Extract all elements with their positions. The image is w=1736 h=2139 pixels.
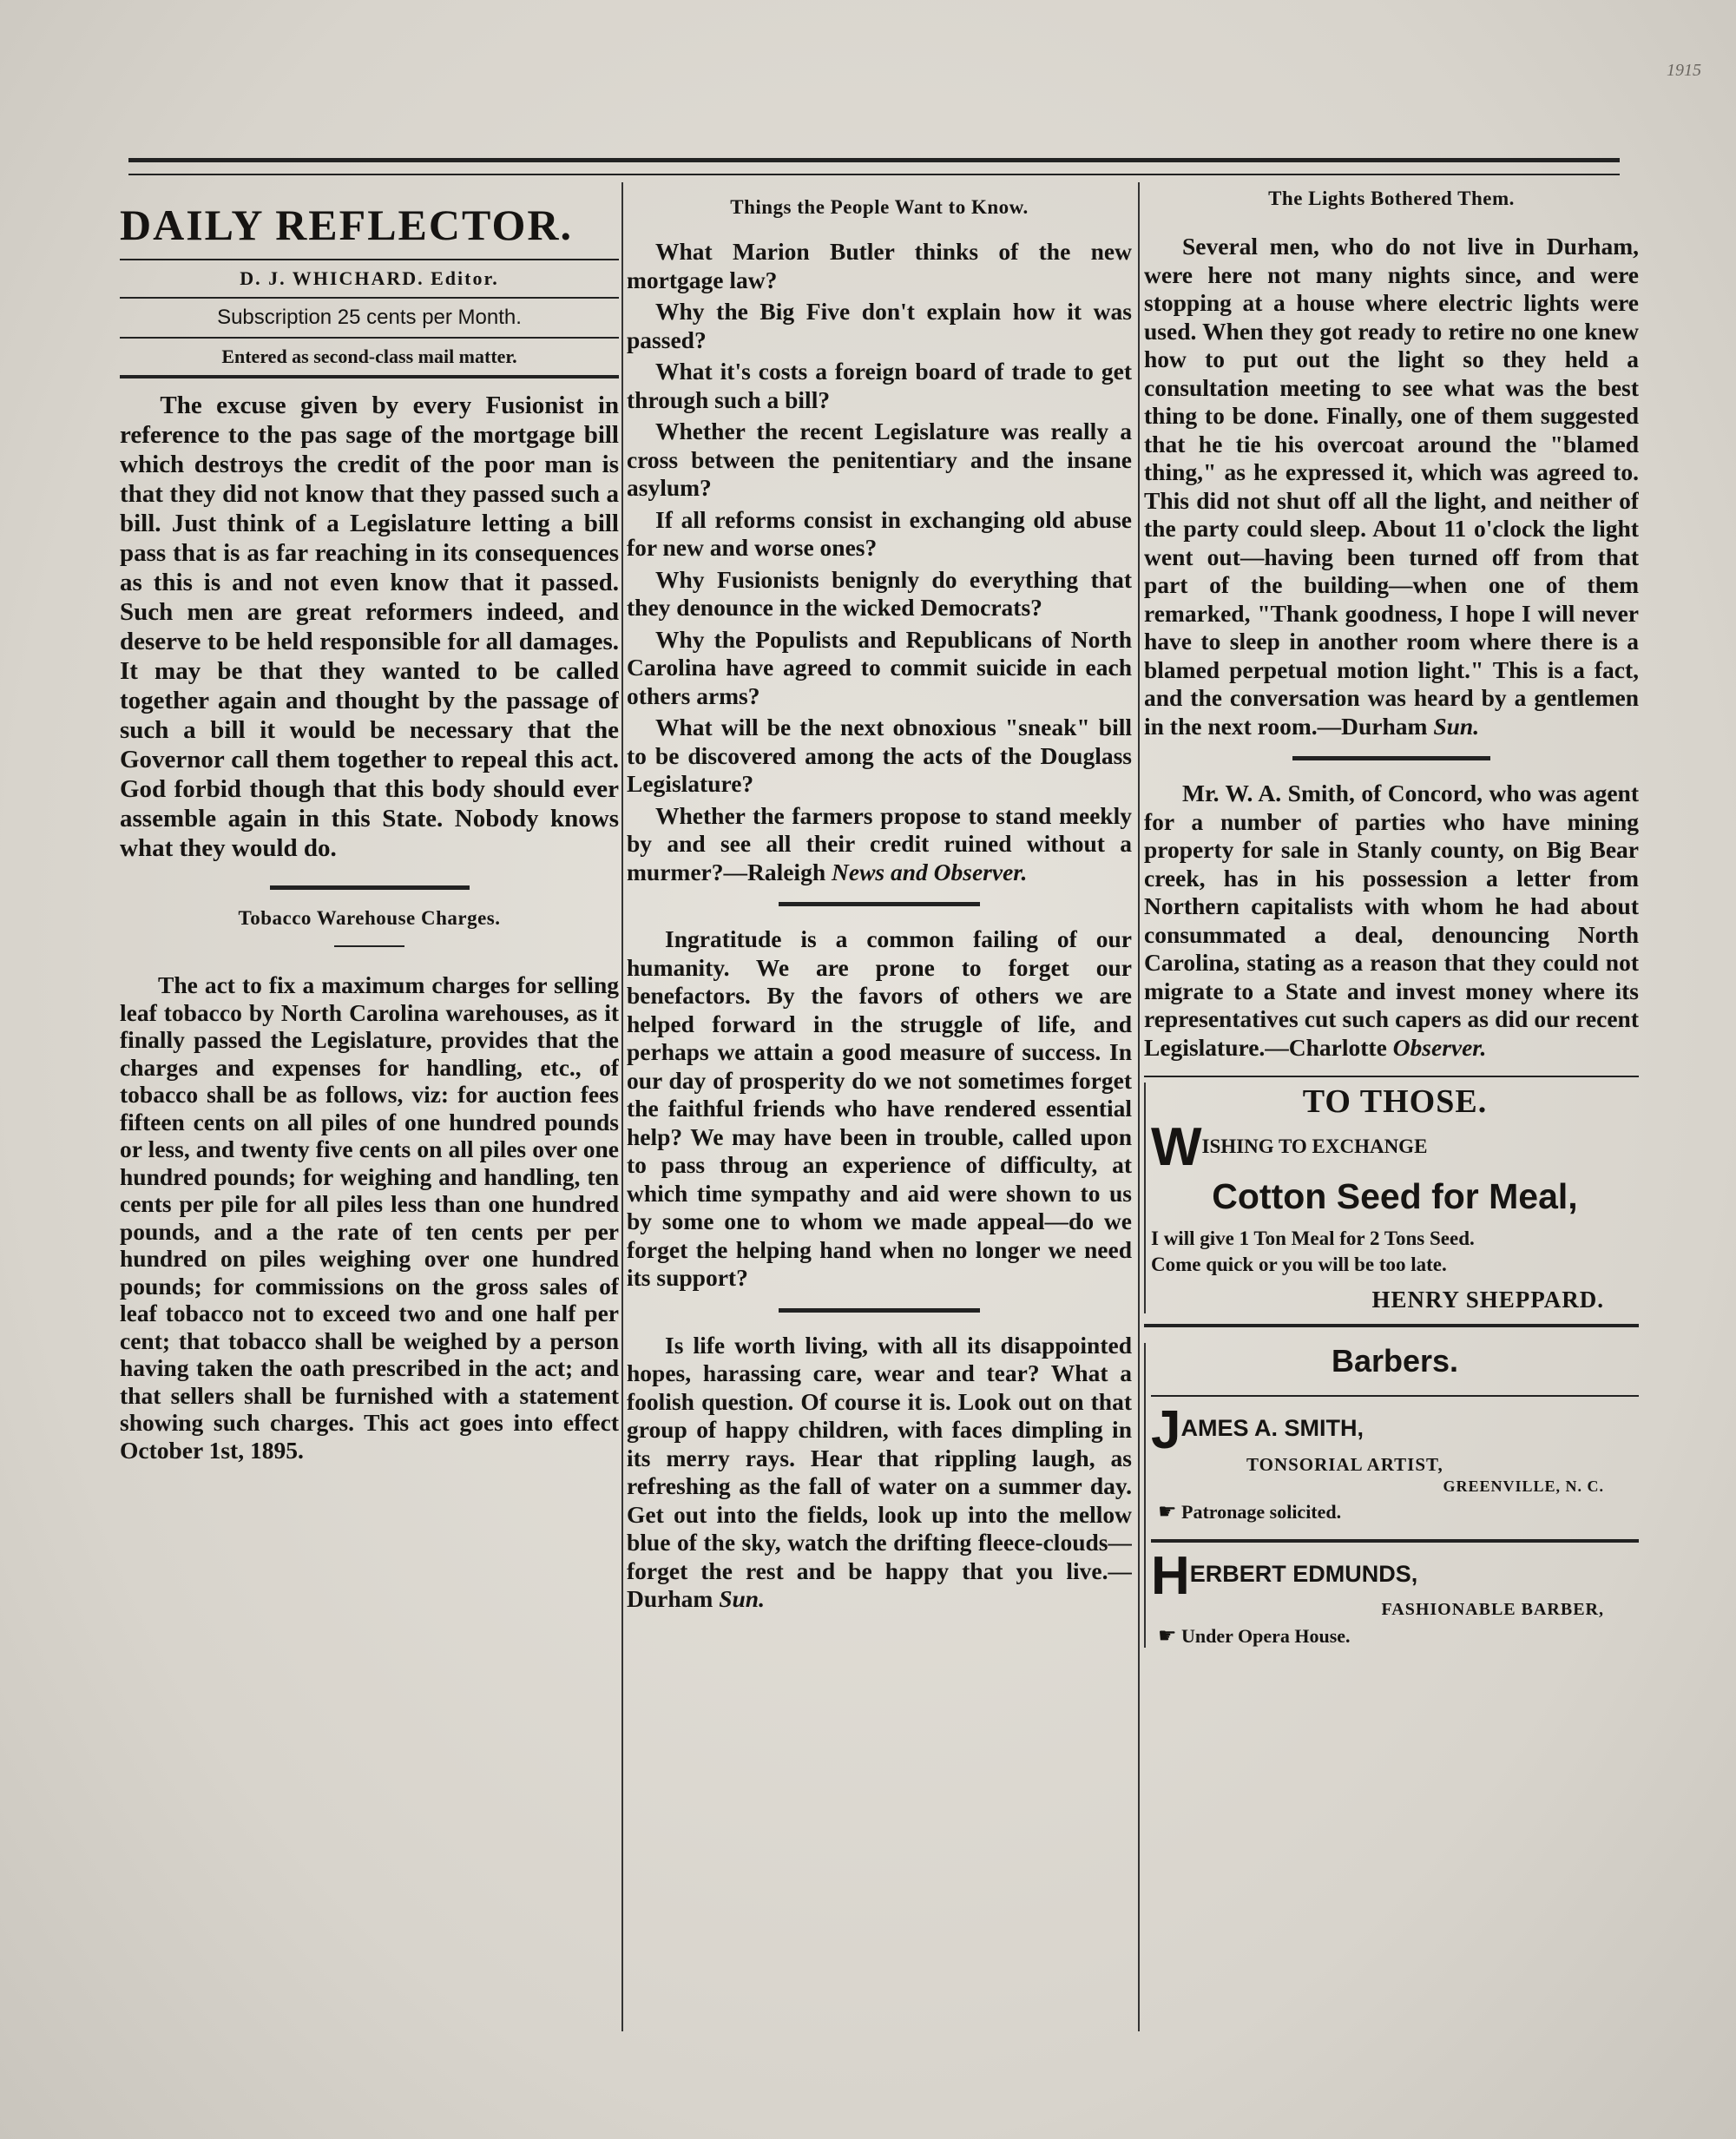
question-item: If all reforms consist in exchanging old abuse for new and worse ones? xyxy=(627,505,1132,561)
question-item: What it's costs a foreign board of trade to get through such a bill? xyxy=(627,358,1132,413)
question-item: Why Fusionists benignly do everything that they denounce in the wicked Democrats? xyxy=(627,565,1132,621)
corner-mark: 1915 xyxy=(1667,61,1701,80)
barber-edmunds xyxy=(1151,1546,1639,1648)
question-item: Why the Populists and Republicans of North Carolina have agreed to commit suicide in each others arms? xyxy=(627,625,1132,709)
column-separator-1 xyxy=(621,182,623,2031)
ingratitude-article: Ingratitude is a common failing of our humanity. We are prone to forget our benefactors. By the favors of others we are helped forward in the struggle of life, and perhaps we attain a good measure of success. In our day of prosperity do we not sometimes forget the faithful friends who have rendered essential help? We may have been in trouble, called upon to pass throug an experience of difficulty, at which time sympathy and aid were shown to us by some one to whom we made appeal—do we forget the helping hand when no longer we need its support? xyxy=(627,925,1132,1291)
ad-dropcap: W xyxy=(1151,1117,1202,1177)
barber-smith-note xyxy=(1158,1499,1639,1524)
question-item: Whether the recent Legislature was really a cross between the penitentiary and the insane asylum? xyxy=(627,418,1132,501)
column-separator-2 xyxy=(1138,182,1140,2031)
section-divider xyxy=(779,1308,981,1313)
editor-line: D. J. WHICHARD. Editor. xyxy=(240,267,499,289)
barber-smith xyxy=(1151,1400,1639,1524)
entered-line: Entered as second-class mail matter. xyxy=(221,346,517,367)
ad-line-urge: Come quick or you will be too late. xyxy=(1151,1254,1447,1275)
divider xyxy=(120,337,619,339)
barber-edmunds-name: ERBERT EDMUNDS, xyxy=(1189,1561,1418,1587)
barber-edmunds-note xyxy=(1158,1623,1639,1648)
pointing-hand-icon: ☛ xyxy=(1158,1623,1177,1648)
ad-title: TO THOSE. xyxy=(1302,1083,1488,1120)
column-1 xyxy=(120,182,619,2066)
question-item: What Marion Butler thinks of the new mortgage law? xyxy=(627,238,1132,293)
divider xyxy=(1151,1395,1639,1397)
barber-smith-place: GREENVILLE, N. C. xyxy=(1443,1478,1604,1495)
ad-line-exchange xyxy=(1151,1117,1639,1177)
divider xyxy=(120,259,619,260)
lights-text: Several men, who do not live in Durham, were here not many nights since, and were stopping at a house where electric lights were used. When they got ready to retire no one knew how to put out the light so they held a consultation meeting to see what was the best thing to be done. Finally, one of them suggested that he tie his overcoat around the "blamed thing," as he expressed it, which was agreed to. This did not shut off all the light, and neither of the party could sleep. About 11 o'clock the light went out—having been turned off from that part of the building—when one of them remarked, "Thank goodness, I hope I will never have to sleep in another room where there is a blamed perpetual motion light." This is a fact, and the conversation was heard by a gentlemen in the next room.—Durham xyxy=(1144,233,1639,740)
smith-text: Mr. W. A. Smith, of Concord, who was agent for a number of parties who have mining property for sale in Stanly county, on Big Bear creek, has in his possession a letter from Northern capitalists with whom he had about consummated a deal, denouncing North Carolina, stating as a reason that they could not migrate to a State and invest money where its representatives cut such capers as did our recent Legislature.—Charlotte xyxy=(1144,780,1639,1061)
section-divider xyxy=(1292,756,1490,760)
barber-smith-title: TONSORIAL ARTIST, xyxy=(1246,1454,1443,1475)
lights-heading: The Lights Bothered Them. xyxy=(1268,188,1515,209)
barber-smith-name: AMES A. SMITH, xyxy=(1180,1415,1364,1441)
masthead-title: DAILY REFLECTOR. xyxy=(120,201,573,249)
ad-headline: Cotton Seed for Meal, xyxy=(1212,1176,1578,1216)
top-rule-thick xyxy=(128,158,1620,162)
barber-edmunds-note-text: Under Opera House. xyxy=(1181,1625,1351,1647)
questions-list xyxy=(627,238,1132,886)
life-article xyxy=(627,1332,1132,1614)
smith-article xyxy=(1144,780,1639,1062)
tobacco-heading: Tobacco Warehouse Charges. xyxy=(238,907,501,929)
barber-edmunds-title: FASHIONABLE BARBER, xyxy=(1381,1600,1604,1619)
life-source: Sun. xyxy=(719,1585,765,1612)
section-divider xyxy=(270,885,470,890)
divider xyxy=(120,375,619,378)
ad-signature: HENRY SHEPPARD. xyxy=(1371,1287,1604,1313)
divider xyxy=(1144,1324,1639,1327)
pointing-hand-icon: ☛ xyxy=(1158,1499,1177,1524)
ad-line-exchange-text: ISHING TO EXCHANGE xyxy=(1201,1135,1428,1157)
divider xyxy=(1144,1076,1639,1077)
things-heading: Things the People Want to Know. xyxy=(730,196,1029,218)
divider xyxy=(1151,1539,1639,1543)
barber-smith-note-text: Patronage solicited. xyxy=(1181,1501,1342,1523)
section-divider xyxy=(779,902,981,906)
smith-source: Observer. xyxy=(1392,1033,1487,1061)
question-item: Why the Big Five don't explain how it was passed? xyxy=(627,298,1132,353)
question-source: News and Observer. xyxy=(832,858,1028,885)
top-rule-thin xyxy=(128,174,1620,175)
life-text: Is life worth living, with all its disappointed hopes, harassing care, wear and tear? What a foolish question. Of course it is. Look out on that group of happy children, with faces dimpling in its merry rays. Hear that rippling laugh, as refreshing as the fall of water on a summer day. Get out into the fields, look up into the mellow blue of the sky, watch the drifting fleece-clouds—forget the rest and be happy that you live.—Durham xyxy=(627,1331,1132,1612)
divider xyxy=(120,297,619,299)
barber-edmunds-dropcap: H xyxy=(1151,1546,1190,1606)
ad-line-offer: I will give 1 Ton Meal for 2 Tons Seed. xyxy=(1151,1227,1475,1249)
tobacco-article: The act to fix a maximum charges for selling leaf tobacco by North Carolina warehouses, as it finally passed the Legislature, provides that the charges and expenses for handling, etc., of tobacco shall be as follows, viz: for auction fees fifteen cents on all piles of one hundred pounds or less, and twenty five cents on all piles over one hundred pounds; for weighing and handling, ten cents per pile for all piles less than one hundred pounds, and a the rate of ten cents per per hundred on piles weighing over one hundred pounds; for commissions on the gross sales of leaf tobacco not to exceed two and one half per cent; that tobacco shall be weighed by a person having taken the oath prescribed in the act; and that sellers shall be furnished with a statement showing such charges. This act goes into effect October 1st, 1895. xyxy=(120,971,619,1464)
editorial-article: The excuse given by every Fusionist in reference to the pas sage of the mortgage bill which destroys the credit of the poor man is that they did not know that they passed such a bill. Just think of a Legislature letting a bill pass that is as far reaching in its consequences as this is and not even know that it passed. Such men are great reformers indeed, and deserve to be held responsible for all damages. It may be that they wanted to be called together again and thought by the passage of such a bill it would be necessary that the Governor call them together to repeal this act. God forbid though that this body should ever assemble again in this State. Nobody knows what they would do. xyxy=(120,392,619,862)
heading-divider xyxy=(334,945,404,947)
lights-article xyxy=(1144,233,1639,740)
subscription-line: Subscription 25 cents per Month. xyxy=(217,306,522,329)
question-text: Whether the farmers propose to stand meekly by and see all their credit ruined without a murmer?—Raleigh xyxy=(627,801,1132,885)
column-2 xyxy=(627,182,1132,2066)
question-item: What will be the next obnoxious "sneak" bill to be discovered among the acts of the Douglass Legislature? xyxy=(627,714,1132,797)
column-3 xyxy=(1144,182,1639,2066)
cotton-seed-ad xyxy=(1144,1083,1639,1313)
question-item xyxy=(627,802,1132,887)
barbers-ad xyxy=(1144,1343,1639,1648)
barbers-title: Barbers. xyxy=(1331,1343,1459,1379)
lights-source: Sun. xyxy=(1433,712,1480,740)
barber-smith-dropcap: J xyxy=(1151,1400,1181,1460)
